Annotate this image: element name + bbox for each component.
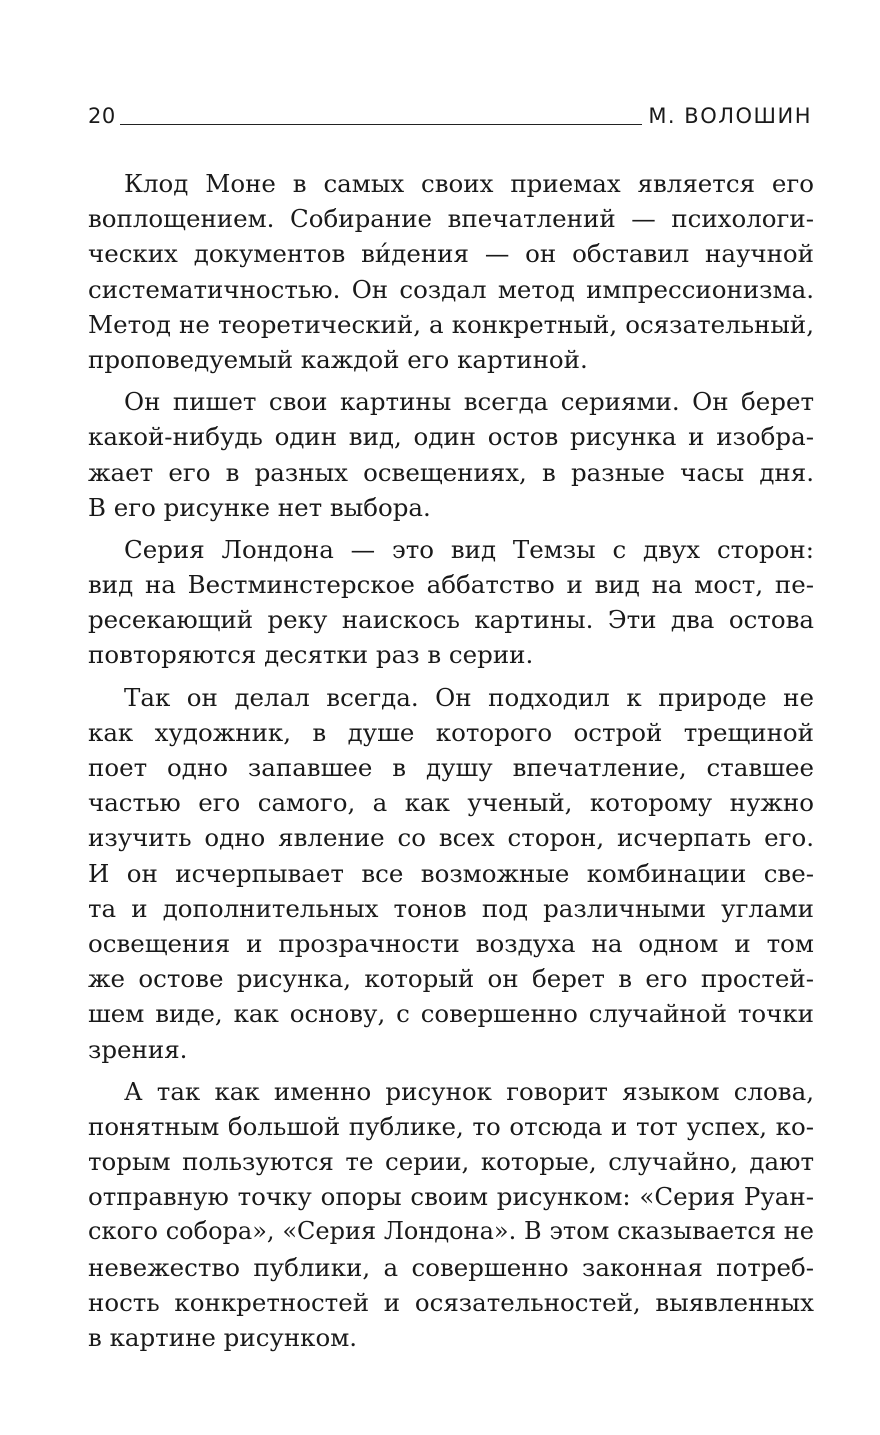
text-line: зрения. xyxy=(88,1034,188,1064)
text-line: воплощением. Собирание впечатлений — психологи- xyxy=(88,204,814,234)
paragraph-5 xyxy=(88,1074,814,1356)
text-line: невежество публики, а совершенно законная потреб- xyxy=(88,1252,814,1282)
text-line: Клод Моне в самых своих приемах является его xyxy=(124,169,814,198)
text-line: поет одно запавшее в душу впечатление, ставшее xyxy=(88,753,814,782)
paragraph-3 xyxy=(88,532,814,673)
text-line: ность конкретностей и осязательностей, выявленных xyxy=(88,1287,814,1317)
text-line: ресекающий реку наискось картины. Эти два остова xyxy=(88,605,814,635)
text-line: освещения и прозрачности воздуха на одном и том xyxy=(88,928,814,958)
paragraph-1 xyxy=(88,166,814,377)
text-line: И он исчерпывает все возможные комбинации све- xyxy=(88,858,814,888)
text-line: отправную точку опоры своим рисунком: «Серия Руан- xyxy=(88,1182,814,1212)
text-line: шем виде, как основу, с совершенно случайной точки xyxy=(88,999,814,1029)
text-line: же остове рисунка, который он берет в его простей- xyxy=(88,964,814,994)
text-line: А так как именно рисунок говорит языком слова, xyxy=(124,1076,814,1106)
text-line: В его рисунке нет выбора. xyxy=(88,492,431,522)
text-line: ского собора», «Серия Лондона». В этом сказывается не xyxy=(88,1217,814,1246)
text-line: жает его в разных освещениях, в разные часы дня. xyxy=(88,457,814,487)
text-line: Он пишет свои картины всегда сериями. Он берет xyxy=(124,387,814,417)
text-line: понятным большой публике, то отсюда и тот успех, ко- xyxy=(88,1111,814,1141)
text-line: систематичностью. Он создал метод импрессионизма. xyxy=(88,274,814,304)
text-line: какой-нибудь один вид, один остов рисунка и изобра- xyxy=(88,422,814,452)
running-head-author: М. ВОЛОШИН xyxy=(648,104,812,128)
paragraph-2 xyxy=(88,384,814,525)
text-line: торым пользуются те серии, которые, случайно, дают xyxy=(88,1147,814,1177)
text-line: вид на Вестминстерское аббатство и вид на мост, пе- xyxy=(88,570,814,600)
running-head xyxy=(88,100,812,130)
paragraph-4 xyxy=(88,680,814,1067)
text-line: частью его самого, а как ученый, которому нужно xyxy=(88,788,814,818)
text-line: изучить одно явление со всех сторон, исчерпать его. xyxy=(88,823,814,853)
text-line: как художник, в душе которого острой трещиной xyxy=(88,717,814,747)
body-text xyxy=(88,166,814,1362)
text-line: Серия Лондона — это вид Темзы с двух сторон: xyxy=(124,534,814,564)
text-line: проповедуемый каждой его картиной. xyxy=(88,344,588,374)
text-line: та и дополнительных тонов под различными углами xyxy=(88,893,814,923)
text-line: Так он делал всегда. Он подходил к природе не xyxy=(124,682,814,712)
text-line: Метод не теоретический, а конкретный, осязательный, xyxy=(88,309,814,339)
text-line: в картине рисунком. xyxy=(88,1323,358,1352)
text-line: повторяются десятки раз в серии. xyxy=(88,640,534,670)
header-rule xyxy=(120,124,643,125)
page-number: 20 xyxy=(88,104,116,128)
text-line: ческих документов ви́дения — он обставил научной xyxy=(88,239,814,269)
